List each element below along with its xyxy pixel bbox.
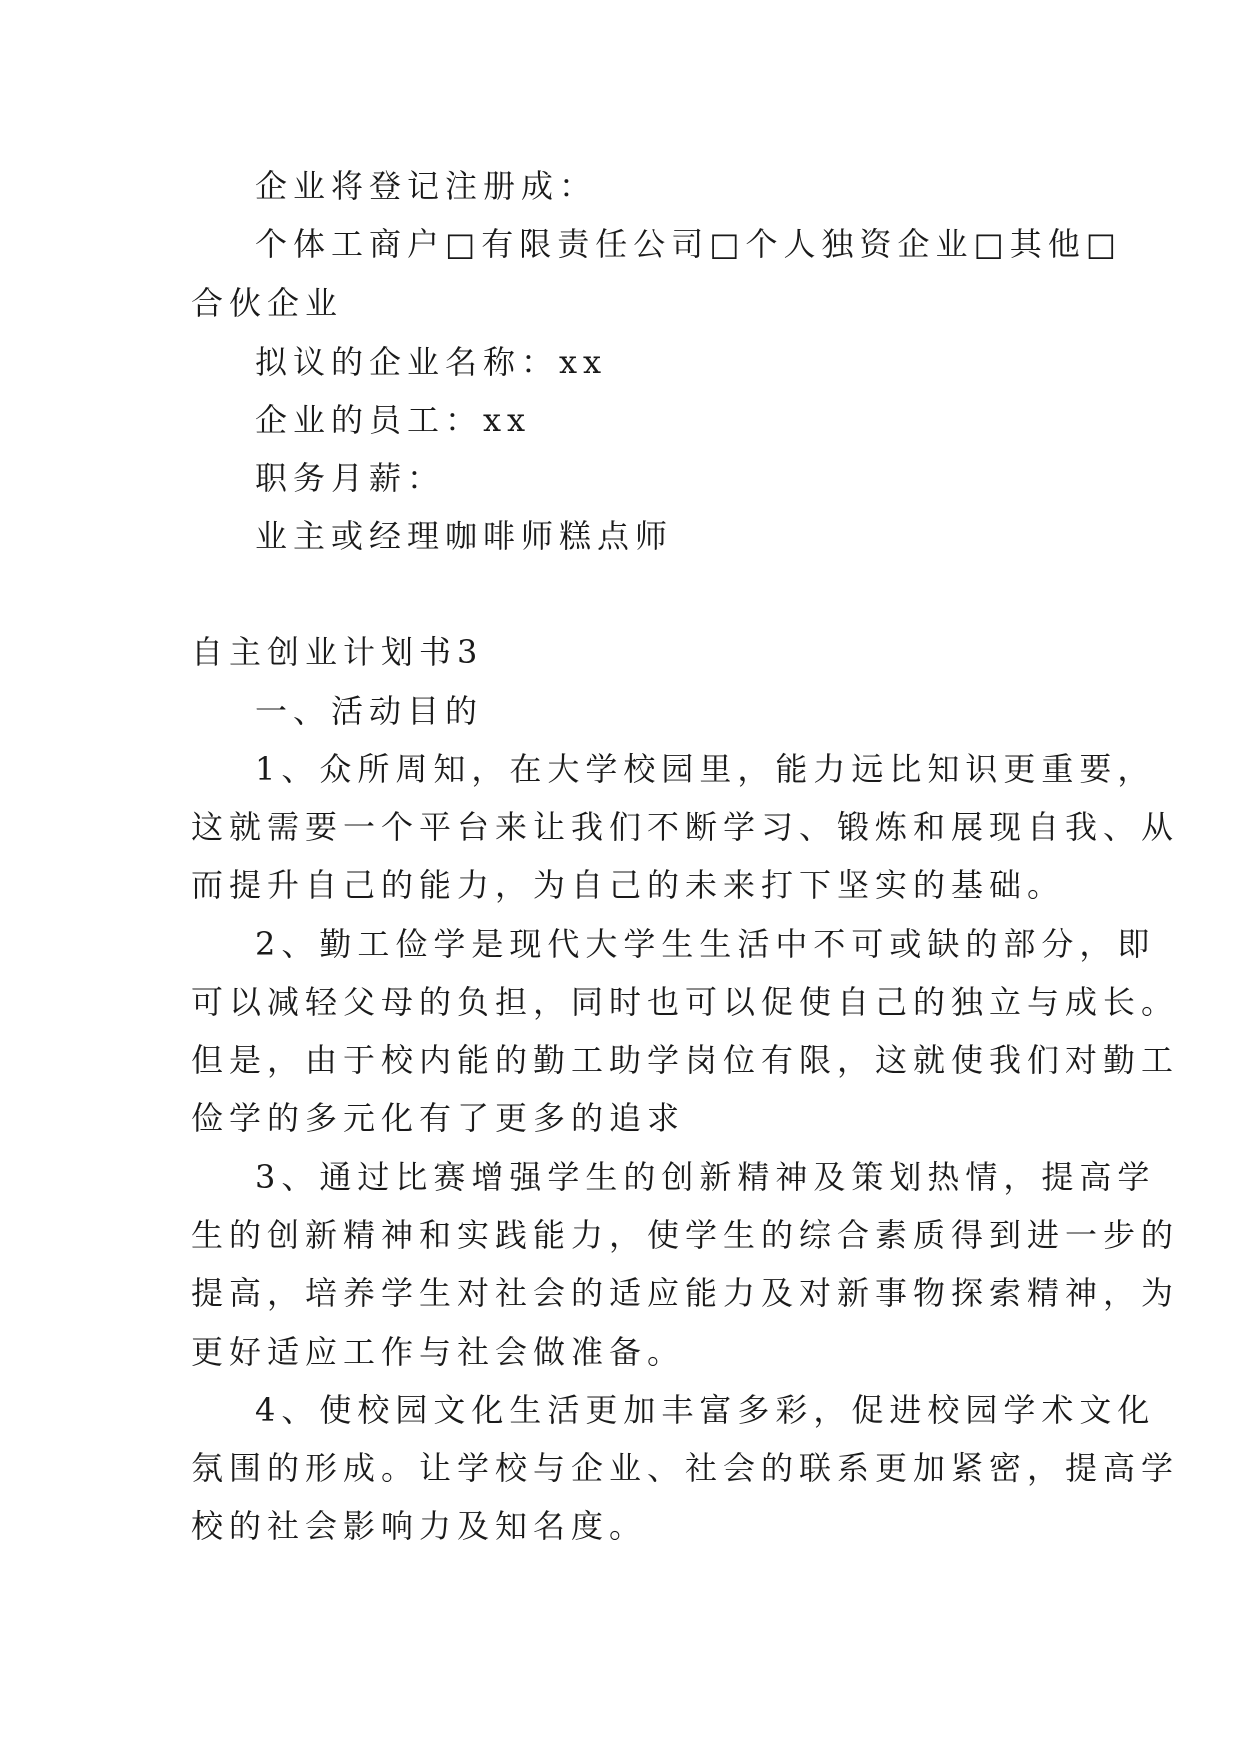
registration-options-continued: 合伙企业 (191, 284, 344, 322)
section-title: 自主创业计划书3 (191, 633, 484, 671)
paragraph-1-line-3: 而提升自己的能力，为自己的未来打下坚实的基础。 (191, 866, 1066, 904)
paragraph-3-line-1: 3、通过比赛增强学生的创新精神及策划热情，提高学 (255, 1158, 1156, 1196)
paragraph-4-line-1: 4、使校园文化生活更加丰富多彩，促进校园学术文化 (255, 1391, 1156, 1429)
company-employees: 企业的员工：xx (255, 401, 532, 439)
paragraph-2-line-1: 2、勤工俭学是现代大学生生活中不可或缺的部分，即 (255, 925, 1156, 963)
paragraph-3-line-2: 生的创新精神和实践能力，使学生的综合素质得到进一步的 (191, 1216, 1180, 1254)
paragraph-2-line-2: 可以减轻父母的负担，同时也可以促使自己的独立与成长。 (191, 983, 1180, 1021)
paragraph-4-line-2: 氛围的形成。让学校与企业、社会的联系更加紧密，提高学 (191, 1449, 1180, 1487)
paragraph-1-line-1: 1、众所周知，在大学校园里，能力远比知识更重要， (255, 750, 1156, 788)
position-salary-label: 职务月薪： (255, 459, 446, 497)
proposed-company-name: 拟议的企业名称：xx (255, 343, 608, 381)
paragraph-2-line-3: 但是，由于校内能的勤工助学岗位有限，这就使我们对勤工 (191, 1041, 1180, 1079)
registration-heading: 企业将登记注册成： (255, 167, 598, 205)
paragraph-1-line-2: 这就需要一个平台来让我们不断学习、锻炼和展现自我、从 (191, 808, 1180, 846)
paragraph-4-line-3: 校的社会影响力及知名度。 (191, 1507, 648, 1545)
position-list: 业主或经理咖啡师糕点师 (255, 517, 674, 555)
paragraph-2-line-4: 俭学的多元化有了更多的追求 (191, 1099, 686, 1137)
registration-options: 个体工商户□有限责任公司□个人独资企业□其他□ (255, 225, 1122, 263)
paragraph-3-line-3: 提高，培养学生对社会的适应能力及对新事物探索精神，为 (191, 1274, 1180, 1312)
paragraph-3-line-4: 更好适应工作与社会做准备。 (191, 1333, 686, 1371)
subsection-heading: 一、活动目的 (255, 692, 484, 730)
